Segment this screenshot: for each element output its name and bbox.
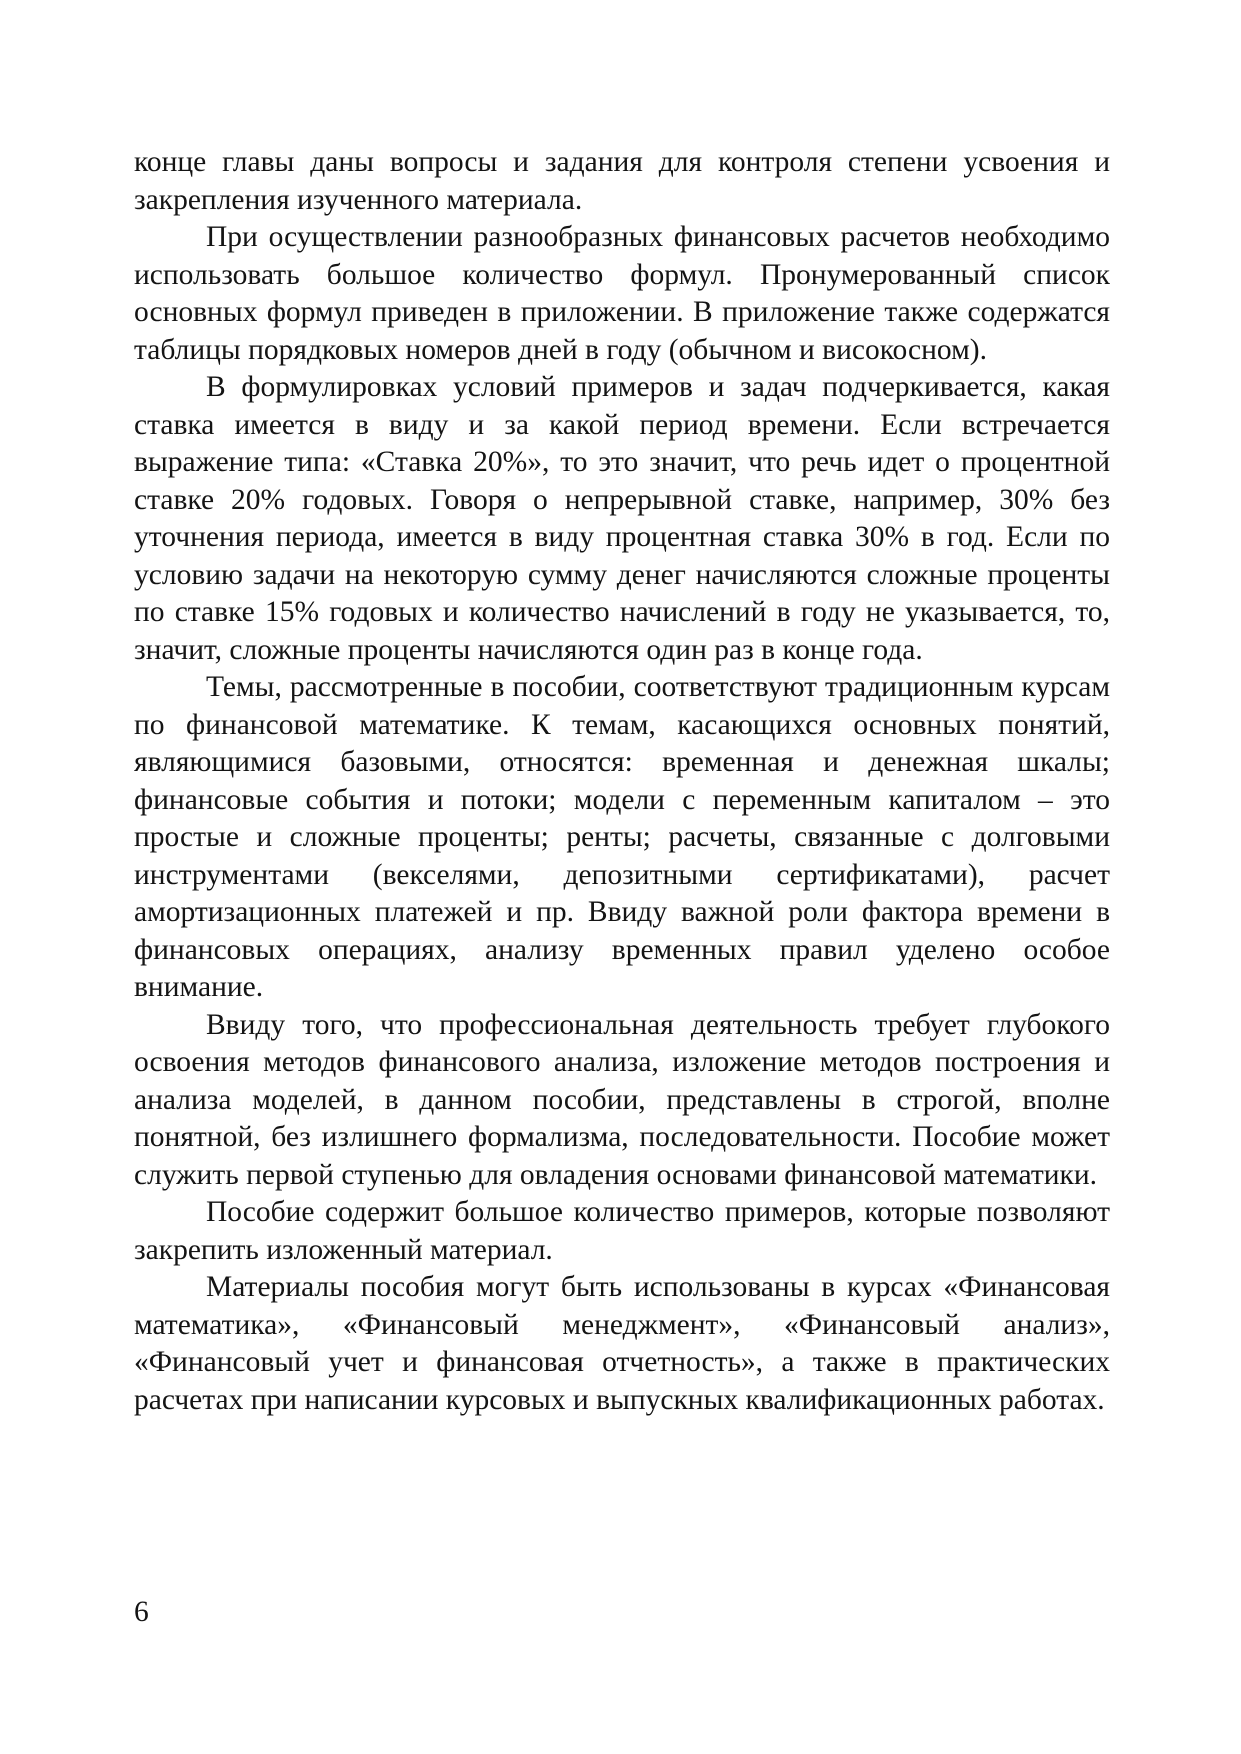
paragraph-methods: Ввиду того, что профессиональная деятельность требует глубокого освоения методов финансового анализа, изложение методов построения и анализа моделей, в данном пособии, представлены в строгой, вполне понятной, без излишнего формализма, последовательности. Пособие может служить первой ступенью для овладения основами финансовой математики. bbox=[134, 1008, 1110, 1191]
paragraph-examples: Пособие содержит большое количество примеров, которые позволяют закрепить изложенный материал. bbox=[134, 1196, 1110, 1266]
paragraph-rates: В формулировках условий примеров и задач подчеркивается, какая ставка имеется в виду и за какой период времени. Если встречается выражение типа: «Ставка 20%», то это значит, что речь идет о процентной ставке 20% годовых. Говоря о непрерывной ставке, например, 30% без уточнения периода, имеется в виду процентная ставка 30% в год. Если по условию задачи на некоторую сумму денег начисляются сложные проценты по ставке 15% годовых и количество начислений в году не указывается, то, значит, сложные проценты начисляются один раз в конце года. bbox=[134, 371, 1110, 666]
paragraph-formulas: При осуществлении разнообразных финансовых расчетов необходимо использовать большое количество формул. Пронумерованный список основных формул приведен в приложении. В приложение также содержатся таблицы порядковых номеров дней в году (обычном и високосном). bbox=[134, 221, 1110, 366]
paragraph-continued: конце главы даны вопросы и задания для контроля степени усвоения и закрепления изученного материала. bbox=[134, 146, 1110, 216]
paragraph-topics: Темы, рассмотренные в пособии, соответствуют традиционным курсам по финансовой математике. К темам, касающихся основных понятий, являющимися базовыми, относятся: временная и денежная шкалы; финансовые события и потоки; модели с переменным капиталом – это простые и сложные проценты; ренты; расчеты, связанные с долговыми инструментами (векселями, депозитными сертификатами), расчет амортизационных платежей и пр. Ввиду важной роли фактора времени в финансовых операциях, анализу временных правил уделено особое внимание. bbox=[134, 671, 1110, 1003]
page-number: 6 bbox=[134, 1596, 149, 1628]
paragraph-usage: Материалы пособия могут быть использованы в курсах «Финансовая математика», «Финансовый менеджмент», «Финансовый анализ», «Финансовый учет и финансовая отчетность», а также в практических расчетах при написании курсовых и выпускных квалификационных работах. bbox=[134, 1271, 1110, 1416]
body-text bbox=[134, 144, 1110, 1419]
